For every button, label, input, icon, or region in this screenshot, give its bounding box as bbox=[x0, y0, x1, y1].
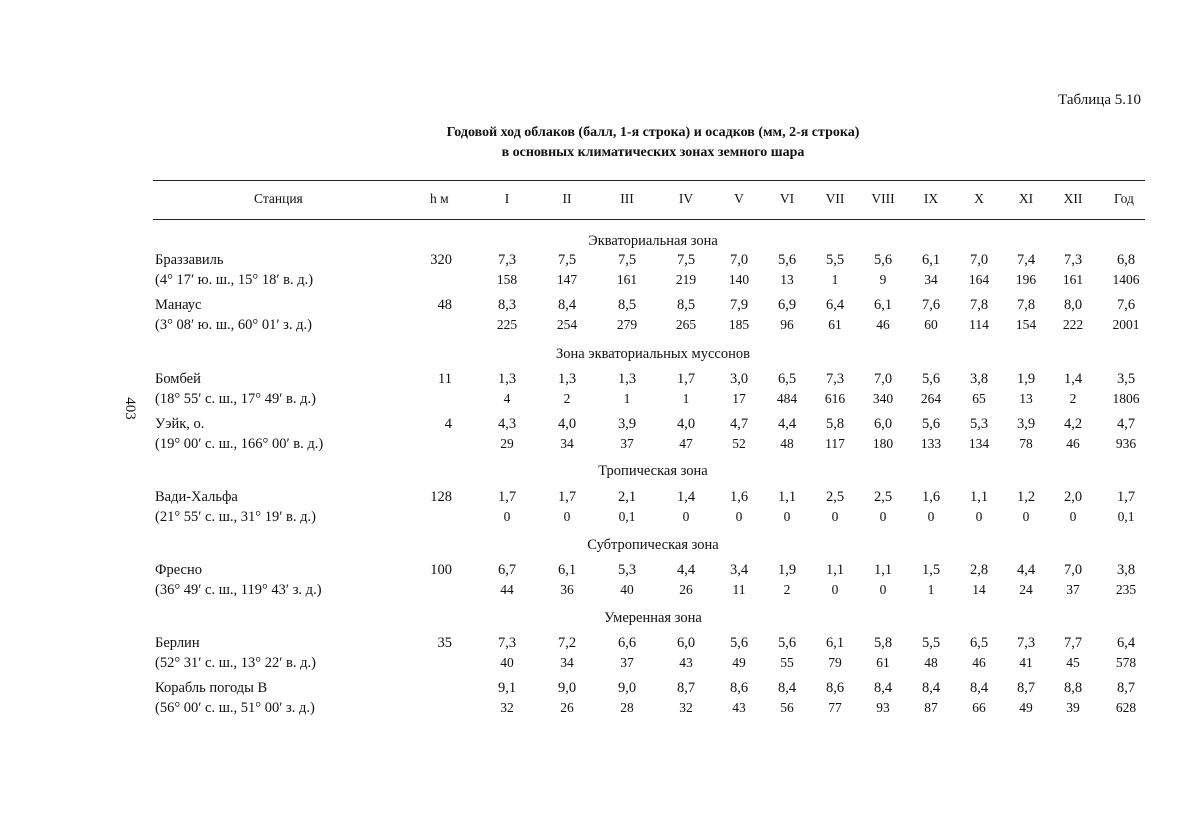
cloud-value: 4,2 bbox=[1063, 416, 1083, 432]
station-coords: (3° 08′ ю. ш., 60° 01′ з. д.) bbox=[155, 317, 312, 333]
cloud-value: 5,3 bbox=[617, 562, 637, 578]
precip-value: 1 bbox=[927, 582, 935, 597]
header-month: VII bbox=[825, 191, 845, 206]
precip-value: 0 bbox=[783, 509, 791, 524]
cloud-value: 1,4 bbox=[1063, 371, 1083, 387]
station-height: 128 bbox=[430, 489, 452, 505]
station-height: 48 bbox=[437, 297, 452, 313]
precip-value: 46 bbox=[876, 317, 890, 332]
precip-value: 37 bbox=[1066, 582, 1080, 597]
cloud-value: 5,8 bbox=[873, 635, 893, 651]
cloud-value: 8,7 bbox=[676, 680, 696, 696]
cloud-value: 5,6 bbox=[777, 252, 797, 268]
cloud-value: 7,5 bbox=[617, 252, 637, 268]
cloud-value: 7,3 bbox=[1063, 252, 1083, 268]
header-rule bbox=[153, 219, 1145, 220]
precip-value: 0 bbox=[1022, 509, 1030, 524]
cloud-value: 1,9 bbox=[777, 562, 797, 578]
cloud-value: 6,4 bbox=[825, 297, 845, 313]
cloud-value: 7,2 bbox=[557, 635, 577, 651]
precip-value: 11 bbox=[732, 582, 746, 597]
precip-value: 0 bbox=[682, 509, 690, 524]
cloud-value: 8,3 bbox=[497, 297, 517, 313]
cloud-value: 6,1 bbox=[825, 635, 845, 651]
cloud-value: 2,8 bbox=[969, 562, 989, 578]
precip-value: 32 bbox=[679, 700, 693, 715]
header-station: Станция bbox=[254, 191, 303, 206]
header-month: XII bbox=[1063, 191, 1083, 206]
cloud-value: 8,0 bbox=[1063, 297, 1083, 313]
zone-heading: Тропическая зона bbox=[598, 463, 708, 479]
cloud-value: 7,3 bbox=[497, 252, 517, 268]
cloud-value: 3,9 bbox=[617, 416, 637, 432]
cloud-value: 5,6 bbox=[921, 416, 941, 432]
precip-value: 225 bbox=[496, 317, 518, 332]
cloud-value: 8,6 bbox=[825, 680, 845, 696]
header-month: V bbox=[734, 191, 744, 206]
cloud-value: 9,0 bbox=[557, 680, 577, 696]
precip-value: 2 bbox=[1069, 391, 1077, 406]
precip-value: 628 bbox=[1115, 700, 1137, 715]
cloud-value: 9,0 bbox=[617, 680, 637, 696]
cloud-value: 8,4 bbox=[873, 680, 893, 696]
precip-value: 87 bbox=[924, 700, 938, 715]
precip-value: 46 bbox=[1066, 436, 1080, 451]
precip-value: 34 bbox=[924, 272, 938, 287]
cloud-value: 7,5 bbox=[557, 252, 577, 268]
cloud-value: 1,7 bbox=[1116, 489, 1136, 505]
station-height: 4 bbox=[444, 416, 452, 432]
cloud-value: 8,7 bbox=[1016, 680, 1036, 696]
precip-value: 264 bbox=[920, 391, 942, 406]
precip-value: 133 bbox=[920, 436, 942, 451]
cloud-value: 8,4 bbox=[557, 297, 577, 313]
page-number: 403 bbox=[121, 397, 138, 420]
station-coords: (19° 00′ с. ш., 166° 00′ в. д.) bbox=[155, 436, 324, 452]
precip-value: 78 bbox=[1019, 436, 1033, 451]
precip-value: 117 bbox=[825, 436, 845, 451]
cloud-value: 6,1 bbox=[873, 297, 893, 313]
precip-value: 0 bbox=[831, 509, 839, 524]
precip-value: 0,1 bbox=[1117, 509, 1135, 524]
precip-value: 29 bbox=[500, 436, 514, 451]
station-name: Корабль погоды В bbox=[155, 680, 268, 696]
precip-value: 13 bbox=[1019, 391, 1033, 406]
cloud-value: 8,4 bbox=[969, 680, 989, 696]
cloud-value: 3,8 bbox=[969, 371, 989, 387]
cloud-value: 6,4 bbox=[1116, 635, 1136, 651]
precip-value: 0 bbox=[975, 509, 983, 524]
cloud-value: 8,7 bbox=[1116, 680, 1136, 696]
precip-value: 56 bbox=[780, 700, 794, 715]
cloud-value: 7,0 bbox=[969, 252, 989, 268]
precip-value: 1806 bbox=[1112, 391, 1140, 406]
cloud-value: 2,1 bbox=[617, 489, 637, 505]
header-year: Год bbox=[1114, 191, 1134, 206]
precip-value: 24 bbox=[1019, 582, 1033, 597]
precip-value: 46 bbox=[972, 655, 986, 670]
station-coords: (18° 55′ с. ш., 17° 49′ в. д.) bbox=[155, 391, 316, 407]
precip-value: 134 bbox=[968, 436, 990, 451]
header-month: VI bbox=[779, 191, 795, 206]
precip-value: 279 bbox=[616, 317, 638, 332]
precip-value: 48 bbox=[924, 655, 938, 670]
precip-value: 37 bbox=[620, 436, 634, 451]
cloud-value: 9,1 bbox=[497, 680, 517, 696]
cloud-value: 1,1 bbox=[777, 489, 797, 505]
cloud-value: 7,3 bbox=[1016, 635, 1036, 651]
precip-value: 180 bbox=[872, 436, 894, 451]
cloud-value: 1,1 bbox=[873, 562, 893, 578]
precip-value: 185 bbox=[728, 317, 750, 332]
header-month: X bbox=[974, 191, 984, 206]
cloud-value: 2,0 bbox=[1063, 489, 1083, 505]
precip-value: 2001 bbox=[1112, 317, 1140, 332]
cloud-value: 1,7 bbox=[497, 489, 517, 505]
precip-value: 44 bbox=[500, 582, 514, 597]
precip-value: 49 bbox=[1019, 700, 1033, 715]
cloud-value: 6,6 bbox=[617, 635, 637, 651]
precip-value: 96 bbox=[780, 317, 794, 332]
cloud-value: 5,6 bbox=[777, 635, 797, 651]
precip-value: 34 bbox=[560, 655, 574, 670]
cloud-value: 7,3 bbox=[825, 371, 845, 387]
station-name: Вади-Хальфа bbox=[155, 489, 238, 505]
precip-value: 77 bbox=[828, 700, 842, 715]
zone-heading: Экваториальная зона bbox=[588, 233, 718, 249]
precip-value: 0 bbox=[735, 509, 743, 524]
cloud-value: 1,2 bbox=[1016, 489, 1036, 505]
cloud-value: 1,9 bbox=[1016, 371, 1036, 387]
station-height: 100 bbox=[430, 562, 452, 578]
precip-value: 28 bbox=[620, 700, 634, 715]
precip-value: 1 bbox=[831, 272, 839, 287]
cloud-value: 1,7 bbox=[676, 371, 696, 387]
cloud-value: 6,9 bbox=[777, 297, 797, 313]
cloud-value: 7,0 bbox=[873, 371, 893, 387]
precip-value: 2 bbox=[783, 582, 791, 597]
cloud-value: 7,8 bbox=[1016, 297, 1036, 313]
header-month: IV bbox=[678, 191, 694, 206]
precip-value: 37 bbox=[620, 655, 634, 670]
cloud-value: 8,8 bbox=[1063, 680, 1083, 696]
precip-value: 9 bbox=[879, 272, 887, 287]
cloud-value: 3,0 bbox=[729, 371, 749, 387]
precip-value: 60 bbox=[924, 317, 938, 332]
precip-value: 140 bbox=[728, 272, 750, 287]
cloud-value: 1,6 bbox=[921, 489, 941, 505]
cloud-value: 4,7 bbox=[729, 416, 749, 432]
precip-value: 66 bbox=[972, 700, 986, 715]
cloud-value: 7,9 bbox=[729, 297, 749, 313]
precip-value: 40 bbox=[620, 582, 634, 597]
header-height bbox=[430, 191, 449, 207]
cloud-value: 5,6 bbox=[729, 635, 749, 651]
cloud-value: 7,3 bbox=[497, 635, 517, 651]
precip-value: 26 bbox=[679, 582, 693, 597]
precip-value: 0 bbox=[927, 509, 935, 524]
cloud-value: 1,4 bbox=[676, 489, 696, 505]
station-coords: (21° 55′ с. ш., 31° 19′ в. д.) bbox=[155, 509, 316, 525]
cloud-value: 1,6 bbox=[729, 489, 749, 505]
precip-value: 14 bbox=[972, 582, 986, 597]
precip-value: 0 bbox=[1069, 509, 1077, 524]
zone-heading: Зона экваториальных муссонов bbox=[556, 346, 750, 362]
cloud-value: 7,6 bbox=[921, 297, 941, 313]
cloud-value: 6,5 bbox=[969, 635, 989, 651]
precip-value: 158 bbox=[496, 272, 518, 287]
cloud-value: 4,4 bbox=[777, 416, 797, 432]
cloud-value: 1,3 bbox=[617, 371, 637, 387]
station-coords: (52° 31′ с. ш., 13° 22′ в. д.) bbox=[155, 655, 316, 671]
precip-value: 0 bbox=[563, 509, 571, 524]
precip-value: 254 bbox=[556, 317, 578, 332]
station-name: Бомбей bbox=[155, 371, 201, 387]
cloud-value: 7,0 bbox=[1063, 562, 1083, 578]
precip-value: 36 bbox=[560, 582, 574, 597]
precip-value: 93 bbox=[876, 700, 890, 715]
header-month: III bbox=[620, 191, 634, 206]
zone-heading: Субтропическая зона bbox=[587, 537, 719, 553]
cloud-value: 3,9 bbox=[1016, 416, 1036, 432]
precip-value: 34 bbox=[560, 436, 574, 451]
precip-value: 578 bbox=[1115, 655, 1137, 670]
precip-value: 43 bbox=[732, 700, 746, 715]
precip-value: 196 bbox=[1015, 272, 1037, 287]
header-height-text: h м bbox=[430, 191, 449, 206]
precip-value: 41 bbox=[1019, 655, 1033, 670]
cloud-value: 1,1 bbox=[825, 562, 845, 578]
station-coords: (56° 00′ с. ш., 51° 00′ з. д.) bbox=[155, 700, 315, 716]
precip-value: 61 bbox=[828, 317, 842, 332]
header-month: XI bbox=[1018, 191, 1034, 206]
precip-value: 40 bbox=[500, 655, 514, 670]
cloud-value: 1,3 bbox=[497, 371, 517, 387]
precip-value: 0 bbox=[503, 509, 511, 524]
precip-value: 61 bbox=[876, 655, 890, 670]
precip-value: 164 bbox=[968, 272, 990, 287]
cloud-value: 5,5 bbox=[825, 252, 845, 268]
cloud-value: 5,5 bbox=[921, 635, 941, 651]
precip-value: 161 bbox=[616, 272, 638, 287]
station-name: Уэйк, о. bbox=[155, 416, 205, 432]
table-title bbox=[0, 123, 1193, 163]
station-coords: (36° 49′ с. ш., 119° 43′ з. д.) bbox=[155, 582, 322, 598]
header-month: II bbox=[562, 191, 572, 206]
precip-value: 0 bbox=[879, 509, 887, 524]
cloud-value: 6,0 bbox=[873, 416, 893, 432]
precip-value: 4 bbox=[503, 391, 511, 406]
cloud-value: 7,0 bbox=[729, 252, 749, 268]
cloud-value: 7,4 bbox=[1016, 252, 1036, 268]
cloud-value: 8,5 bbox=[617, 297, 637, 313]
precip-value: 48 bbox=[780, 436, 794, 451]
cloud-value: 7,7 bbox=[1063, 635, 1083, 651]
cloud-value: 5,8 bbox=[825, 416, 845, 432]
cloud-value: 6,1 bbox=[921, 252, 941, 268]
precip-value: 49 bbox=[732, 655, 746, 670]
station-height: 35 bbox=[437, 635, 452, 651]
precip-value: 2 bbox=[563, 391, 571, 406]
header-month: VIII bbox=[871, 191, 895, 206]
header-month: I bbox=[504, 191, 510, 206]
precip-value: 265 bbox=[675, 317, 697, 332]
cloud-value: 4,4 bbox=[676, 562, 696, 578]
precip-value: 147 bbox=[556, 272, 578, 287]
header-month: IX bbox=[923, 191, 939, 206]
precip-value: 0,1 bbox=[618, 509, 636, 524]
cloud-value: 6,0 bbox=[676, 635, 696, 651]
station-coords: (4° 17′ ю. ш., 15° 18′ в. д.) bbox=[155, 272, 314, 288]
cloud-value: 1,5 bbox=[921, 562, 941, 578]
precip-value: 161 bbox=[1062, 272, 1084, 287]
precip-value: 39 bbox=[1066, 700, 1080, 715]
precip-value: 26 bbox=[560, 700, 574, 715]
station-name: Браззавиль bbox=[155, 252, 224, 268]
cloud-value: 2,5 bbox=[873, 489, 893, 505]
precip-value: 114 bbox=[969, 317, 989, 332]
cloud-value: 8,4 bbox=[921, 680, 941, 696]
cloud-value: 6,7 bbox=[497, 562, 517, 578]
cloud-value: 4,3 bbox=[497, 416, 517, 432]
precip-value: 154 bbox=[1015, 317, 1037, 332]
cloud-value: 5,6 bbox=[921, 371, 941, 387]
cloud-value: 4,0 bbox=[557, 416, 577, 432]
precip-value: 43 bbox=[679, 655, 693, 670]
precip-value: 47 bbox=[679, 436, 693, 451]
cloud-value: 5,6 bbox=[873, 252, 893, 268]
precip-value: 32 bbox=[500, 700, 514, 715]
cloud-value: 2,5 bbox=[825, 489, 845, 505]
cloud-value: 8,4 bbox=[777, 680, 797, 696]
precip-value: 340 bbox=[872, 391, 894, 406]
title-line-1: Годовой ход облаков (балл, 1-я строка) и осадков (мм, 2-я строка) bbox=[446, 125, 860, 140]
station-name: Берлин bbox=[155, 635, 200, 651]
precip-value: 0 bbox=[879, 582, 887, 597]
precip-value: 17 bbox=[732, 391, 746, 406]
precip-value: 55 bbox=[780, 655, 794, 670]
cloud-value: 4,0 bbox=[676, 416, 696, 432]
station-height: 320 bbox=[430, 252, 452, 268]
cloud-value: 1,1 bbox=[969, 489, 989, 505]
precip-value: 222 bbox=[1062, 317, 1084, 332]
precip-value: 484 bbox=[776, 391, 798, 406]
precip-value: 52 bbox=[732, 436, 746, 451]
precip-value: 0 bbox=[831, 582, 839, 597]
zone-heading: Умеренная зона bbox=[604, 610, 702, 626]
title-line-2: в основных климатических зонах земного шара bbox=[501, 145, 805, 160]
cloud-value: 4,4 bbox=[1016, 562, 1036, 578]
precip-value: 936 bbox=[1115, 436, 1137, 451]
station-name: Манаус bbox=[155, 297, 202, 313]
precip-value: 219 bbox=[675, 272, 697, 287]
cloud-value: 3,4 bbox=[729, 562, 749, 578]
cloud-value: 4,7 bbox=[1116, 416, 1136, 432]
top-rule bbox=[153, 180, 1145, 181]
precip-value: 79 bbox=[828, 655, 842, 670]
cloud-value: 1,7 bbox=[557, 489, 577, 505]
cloud-value: 3,8 bbox=[1116, 562, 1136, 578]
cloud-value: 8,6 bbox=[729, 680, 749, 696]
cloud-value: 1,3 bbox=[557, 371, 577, 387]
precip-value: 1 bbox=[682, 391, 690, 406]
cloud-value: 6,8 bbox=[1116, 252, 1136, 268]
precip-value: 45 bbox=[1066, 655, 1080, 670]
station-name: Фресно bbox=[155, 562, 202, 578]
cloud-value: 8,5 bbox=[676, 297, 696, 313]
cloud-value: 6,5 bbox=[777, 371, 797, 387]
cloud-value: 6,1 bbox=[557, 562, 577, 578]
cloud-value: 7,8 bbox=[969, 297, 989, 313]
station-height: 11 bbox=[438, 371, 452, 387]
cloud-value: 3,5 bbox=[1116, 371, 1136, 387]
precip-value: 1406 bbox=[1112, 272, 1140, 287]
precip-value: 1 bbox=[623, 391, 631, 406]
table-label: Таблица 5.10 bbox=[1058, 92, 1141, 108]
precip-value: 235 bbox=[1115, 582, 1137, 597]
cloud-value: 7,5 bbox=[676, 252, 696, 268]
precip-value: 65 bbox=[972, 391, 986, 406]
cloud-value: 5,3 bbox=[969, 416, 989, 432]
precip-value: 616 bbox=[824, 391, 846, 406]
cloud-value: 7,6 bbox=[1116, 297, 1136, 313]
precip-value: 13 bbox=[780, 272, 794, 287]
